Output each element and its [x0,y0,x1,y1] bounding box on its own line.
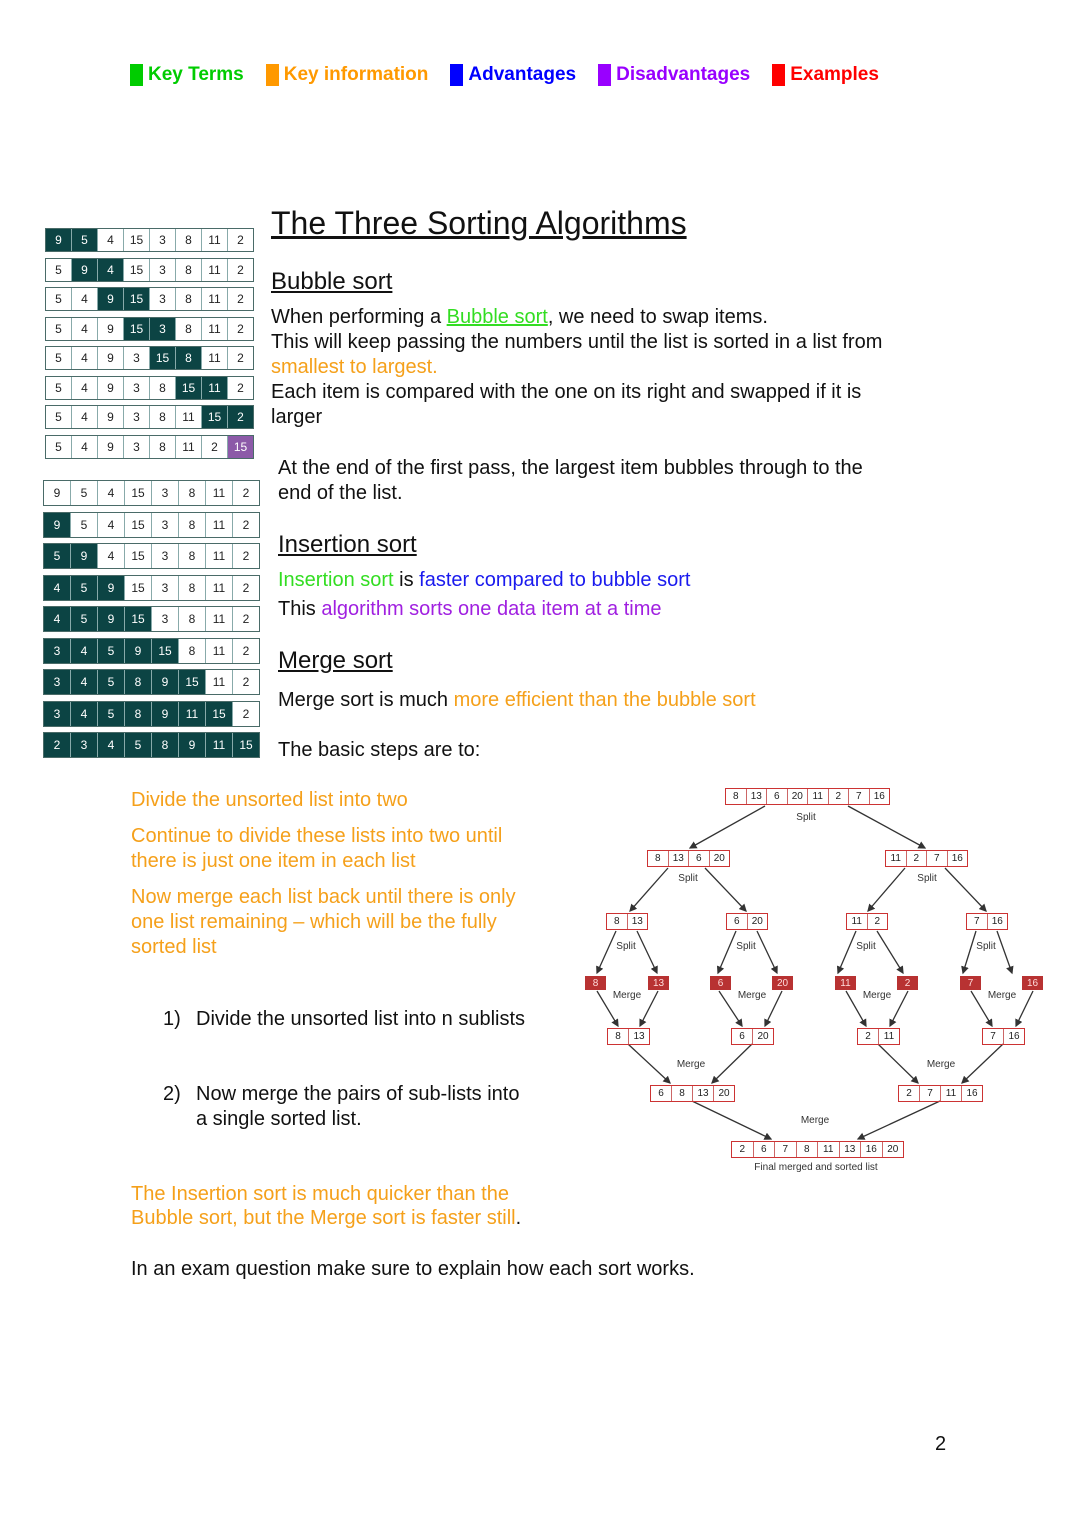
grid-cell: 3 [44,670,71,694]
grid-cell: 8 [150,406,176,428]
box-cell: 8 [608,1029,629,1044]
grid-cell: 2 [233,670,259,694]
grid-cell: 4 [98,481,125,505]
grid-cell: 2 [233,607,259,631]
box-cell: 13 [631,916,643,927]
box-cell: 13 [633,1031,645,1042]
key-term: Insertion sort [278,569,394,591]
grid-cell: 9 [72,259,98,281]
grid-cell: 2 [228,318,253,340]
grid-cell: 8 [152,733,179,757]
number-box [725,788,890,805]
grid-cell: 15 [124,288,150,310]
grid-cell: 8 [150,436,176,458]
box-cell: 20 [718,1088,730,1099]
box-cell: 16 [951,853,963,864]
number-box [607,1028,650,1045]
box-cell: 6 [651,1086,672,1101]
grid-cell: 3 [152,607,179,631]
number-box [846,913,888,930]
grid-cell: 2 [233,639,259,663]
grid-cell: 15 [228,436,253,458]
grid-cell: 5 [71,513,98,537]
grid-cell: 8 [179,576,206,600]
grid-cell: 11 [206,733,233,757]
grid-cell: 11 [202,377,228,399]
box-cell: 7 [967,914,988,929]
step-text: Divide the unsorted list into n sublists [196,1008,526,1030]
grid-cell: 8 [150,377,176,399]
grid-cell: 2 [228,288,253,310]
grid-cell: 8 [176,347,202,369]
grid-cell: 15 [202,406,228,428]
grid-cell: 15 [125,544,152,568]
bubble-text-line: end of the list. [278,482,403,504]
diagram-label: Merge [676,1059,706,1070]
grid-cell: 11 [202,229,228,251]
merge-sort-heading: Merge sort [278,647,393,674]
box-cell: 6 [689,851,710,866]
grid-cell: 15 [152,639,179,663]
bubble-sort-heading: Bubble sort [271,268,393,295]
grid-cell: 3 [124,406,150,428]
split-single-box: 8 [585,976,606,990]
diagram-label: Split [976,941,996,952]
orange-step-line: Continue to divide these lists into two until [131,825,503,847]
grid-cell: 9 [125,639,152,663]
number-box [857,1028,900,1045]
arrow [628,1044,670,1083]
box-cell: 20 [788,789,809,804]
grid-cell: 4 [71,670,98,694]
box-cell: 16 [861,1142,883,1157]
number-box [726,913,768,930]
grid-cell: 3 [71,733,98,757]
grid-cell: 5 [71,481,98,505]
grid-cell: 5 [46,318,72,340]
grid-cell: 5 [46,406,72,428]
number-box [982,1028,1025,1045]
box-cell: 7 [983,1029,1004,1044]
number-box [898,1085,983,1102]
diagram-label: Final merged and sorted list [754,1162,878,1173]
arrow [705,868,746,911]
diagram-label: Merge [737,990,767,1001]
text: Bubble sort, but the Merge sort is faster still [131,1207,516,1229]
orange-step-line: one list remaining – which will be the fully [131,911,497,933]
arrow [890,991,908,1026]
split-single-box: 20 [772,976,793,990]
grid-cell: 5 [46,288,72,310]
grid-cell: 9 [152,702,179,726]
arrow [692,1101,771,1139]
legend-label: Advantages [468,64,577,85]
grid-cell: 15 [125,576,152,600]
text: This [278,598,322,620]
grid-cell: 3 [150,318,176,340]
arrow [858,1101,940,1139]
diagram-label: Split [796,812,816,823]
diagram-label: Split [917,873,937,884]
legend-label: Examples [790,64,879,85]
exam-tip: In an exam question make sure to explain how each sort works. [131,1258,695,1280]
legend-label: Key Terms [148,64,244,85]
box-cell: 2 [732,1142,754,1157]
box-cell: 16 [966,1088,978,1099]
grid-cell: 9 [44,513,71,537]
box-cell: 11 [886,851,907,866]
number-box [647,850,730,867]
box-cell: 11 [941,1086,962,1101]
grid-cell: 15 [124,229,150,251]
box-cell: 6 [754,1142,776,1157]
grid-cell: 9 [98,576,125,600]
box-cell: 7 [849,789,870,804]
split-single-box: 7 [960,976,981,990]
arrow [690,806,765,848]
arrow [868,868,905,911]
grid-cell: 3 [152,544,179,568]
grid-cell: 4 [44,607,71,631]
grid-cell: 2 [228,259,253,281]
diagram-label: Split [736,941,756,952]
page-number: 2 [935,1433,947,1455]
grid-cell: 11 [176,436,202,458]
grid-cell: 2 [233,576,259,600]
split-single-box: 16 [1022,976,1043,990]
grid-cell: 9 [44,481,71,505]
split-single-box: 2 [897,976,918,990]
text: When performing a [271,306,447,328]
grid-cell: 4 [71,639,98,663]
step-number: 1) [163,1008,181,1030]
grid-cell: 15 [125,607,152,631]
box-cell: 8 [672,1086,693,1101]
grid-cell: 4 [72,288,98,310]
grid-cell: 5 [46,436,72,458]
box-cell: 6 [727,914,748,929]
grid-cell: 15 [179,670,206,694]
bubble-text-line: At the end of the first pass, the largest item bubbles through to the [278,457,863,479]
arrow [712,1044,752,1083]
grid-cell: 3 [152,513,179,537]
diagram-label: Merge [862,990,892,1001]
grid-cell: 8 [179,639,206,663]
box-cell: 8 [726,789,747,804]
grid-cell: 9 [98,377,124,399]
bubble-key-info: smallest to largest. [271,356,438,378]
grid-cell: 11 [206,544,233,568]
grid-cell: 3 [152,576,179,600]
insertion-sort-heading: Insertion sort [278,531,417,558]
grid-cell: 9 [179,733,206,757]
diagram-label: Merge [926,1059,956,1070]
grid-cell: 9 [152,670,179,694]
grid-cell: 15 [124,318,150,340]
grid-cell: 4 [72,406,98,428]
box-cell: 2 [899,1086,920,1101]
grid-cell: 11 [206,513,233,537]
grid-cell: 15 [150,347,176,369]
grid-cell: 11 [202,318,228,340]
step-number: 2) [163,1083,181,1105]
arrow [597,931,616,973]
grid-cell: 15 [233,733,259,757]
grid-cell: 5 [46,259,72,281]
box-cell: 6 [732,1029,753,1044]
grid-cell: 3 [152,481,179,505]
number-box [731,1141,904,1158]
grid-cell: 9 [98,436,124,458]
grid-cell: 5 [72,229,98,251]
orange-step-line: Divide the unsorted list into two [131,789,408,811]
box-cell: 2 [874,916,881,927]
orange-step-line: sorted list [131,936,217,958]
arrow [945,868,986,911]
grid-cell: 8 [176,318,202,340]
grid-cell: 2 [233,544,259,568]
step-text: a single sorted list. [196,1108,362,1130]
grid-cell: 5 [125,733,152,757]
diagram-label: Split [856,941,876,952]
grid-cell: 15 [125,513,152,537]
bubble-text-line: This will keep passing the numbers until the list is sorted in a list from [271,331,883,353]
grid-cell: 8 [176,288,202,310]
grid-cell: 8 [179,544,206,568]
grid-cell: 3 [124,377,150,399]
number-box [650,1085,735,1102]
box-cell: 11 [847,914,868,929]
bubble-text-line: Each item is compared with the one on its right and swapped if it is [271,381,862,403]
grid-cell: 3 [150,259,176,281]
grid-cell: 11 [202,288,228,310]
text: is [393,569,420,591]
grid-cell: 4 [98,544,125,568]
box-cell: 11 [818,1142,840,1157]
grid-cell: 15 [206,702,233,726]
disadvantage: algorithm sorts one data item at a time [321,598,662,620]
grid-cell: 8 [176,229,202,251]
grid-cell: 4 [72,436,98,458]
box-cell: 20 [713,853,725,864]
grid-cell: 4 [72,318,98,340]
box-cell: 16 [873,791,885,802]
box-cell: 2 [829,789,850,804]
number-box [966,913,1008,930]
grid-cell: 11 [206,639,233,663]
grid-cell: 15 [176,377,202,399]
arrow [640,991,658,1026]
grid-cell: 4 [98,259,124,281]
grid-cell: 5 [46,377,72,399]
arrow [878,1044,918,1083]
page-title: The Three Sorting Algorithms [271,205,687,241]
grid-cell: 4 [72,377,98,399]
grid-cell: 2 [233,702,259,726]
diagram-label: Merge [987,990,1017,1001]
box-cell: 16 [991,916,1003,927]
legend-label: Key information [283,64,429,85]
box-cell: 6 [767,789,788,804]
box-cell: 16 [1008,1031,1020,1042]
bubble-text-line: larger [271,406,323,428]
grid-cell: 4 [98,733,125,757]
grid-cell: 5 [98,670,125,694]
orange-step-line: there is just one item in each list [131,850,416,872]
grid-cell: 2 [228,377,253,399]
grid-cell: 3 [124,436,150,458]
arrow [962,1044,1003,1083]
arrow [838,931,856,973]
grid-cell: 9 [98,406,124,428]
text: Merge sort is much [278,689,454,711]
number-box [606,913,648,930]
orange-step-line: Now merge each list back until there is only [131,886,516,908]
grid-cell: 2 [233,481,259,505]
grid-cell: 8 [125,702,152,726]
grid-cell: 3 [44,702,71,726]
grid-cell: 4 [72,347,98,369]
grid-cell: 11 [206,481,233,505]
grid-cell: 8 [179,513,206,537]
box-cell: 13 [693,1086,714,1101]
grid-cell: 3 [124,347,150,369]
arrow [848,806,925,848]
box-cell: 7 [775,1142,797,1157]
grid-cell: 4 [44,576,71,600]
grid-cell: 5 [98,702,125,726]
box-cell: 11 [883,1031,895,1042]
diagram-label: Split [616,941,636,952]
grid-cell: 3 [44,639,71,663]
box-cell: 13 [840,1142,862,1157]
grid-cell: 11 [206,670,233,694]
grid-cell: 3 [150,229,176,251]
grid-cell: 8 [179,607,206,631]
number-box [885,850,968,867]
box-cell: 8 [648,851,669,866]
grid-cell: 2 [233,513,259,537]
grid-cell: 4 [98,513,125,537]
grid-cell: 4 [71,702,98,726]
box-cell: 7 [920,1086,941,1101]
grid-cell: 2 [44,733,71,757]
box-cell: 8 [607,914,628,929]
conclusion-line: The Insertion sort is much quicker than the [131,1183,509,1205]
arrow [630,868,668,911]
text: , we need to swap items. [547,306,768,328]
box-cell: 2 [907,851,928,866]
grid-cell: 11 [202,347,228,369]
grid-cell: 11 [206,607,233,631]
text: . [515,1207,522,1229]
grid-cell: 4 [98,229,124,251]
split-single-box: 6 [710,976,731,990]
box-cell: 20 [757,1031,769,1042]
box-cell: 8 [797,1142,819,1157]
split-single-box: 13 [648,976,669,990]
grid-cell: 9 [98,318,124,340]
grid-cell: 5 [98,639,125,663]
grid-cell: 11 [176,406,202,428]
box-cell: 2 [858,1029,879,1044]
grid-cell: 11 [179,702,206,726]
arrow [997,931,1012,973]
box-cell: 11 [808,789,829,804]
grid-cell: 11 [206,576,233,600]
legend-label: Disadvantages [616,64,751,85]
box-cell: 13 [669,851,690,866]
number-box [731,1028,774,1045]
steps-intro: The basic steps are to: [278,739,481,761]
grid-cell: 5 [46,347,72,369]
box-cell: 20 [887,1144,899,1155]
box-cell: 20 [751,916,763,927]
split-single-box: 11 [835,976,856,990]
grid-cell: 15 [125,481,152,505]
grid-cell: 5 [71,576,98,600]
arrow [877,931,903,973]
key-term: Bubble sort [446,306,548,328]
grid-cell: 2 [228,406,253,428]
diagram-label: Merge [612,990,642,1001]
grid-cell: 8 [179,481,206,505]
grid-cell: 3 [150,288,176,310]
grid-cell: 15 [124,259,150,281]
grid-cell: 2 [228,229,253,251]
grid-cell: 5 [44,544,71,568]
key-info: more efficient than the bubble sort [453,689,756,711]
grid-cell: 9 [98,288,124,310]
arrow [757,931,777,973]
step-text: Now merge the pairs of sub-lists into [196,1083,520,1105]
grid-cell: 8 [176,259,202,281]
arrow [637,931,657,973]
advantage: faster compared to bubble sort [419,569,691,591]
grid-cell: 9 [98,607,125,631]
arrow [765,991,782,1026]
arrow [963,931,976,973]
arrow [1016,991,1033,1026]
grid-cell: 11 [202,259,228,281]
arrow [718,931,736,973]
box-cell: 13 [747,789,768,804]
diagram-label: Merge [800,1115,830,1126]
grid-cell: 9 [46,229,72,251]
grid-cell: 8 [125,670,152,694]
diagram-label: Split [678,873,698,884]
grid-cell: 2 [228,347,253,369]
grid-cell: 9 [98,347,124,369]
grid-cell: 9 [71,544,98,568]
grid-cell: 2 [202,436,228,458]
grid-cell: 5 [71,607,98,631]
box-cell: 7 [927,851,948,866]
